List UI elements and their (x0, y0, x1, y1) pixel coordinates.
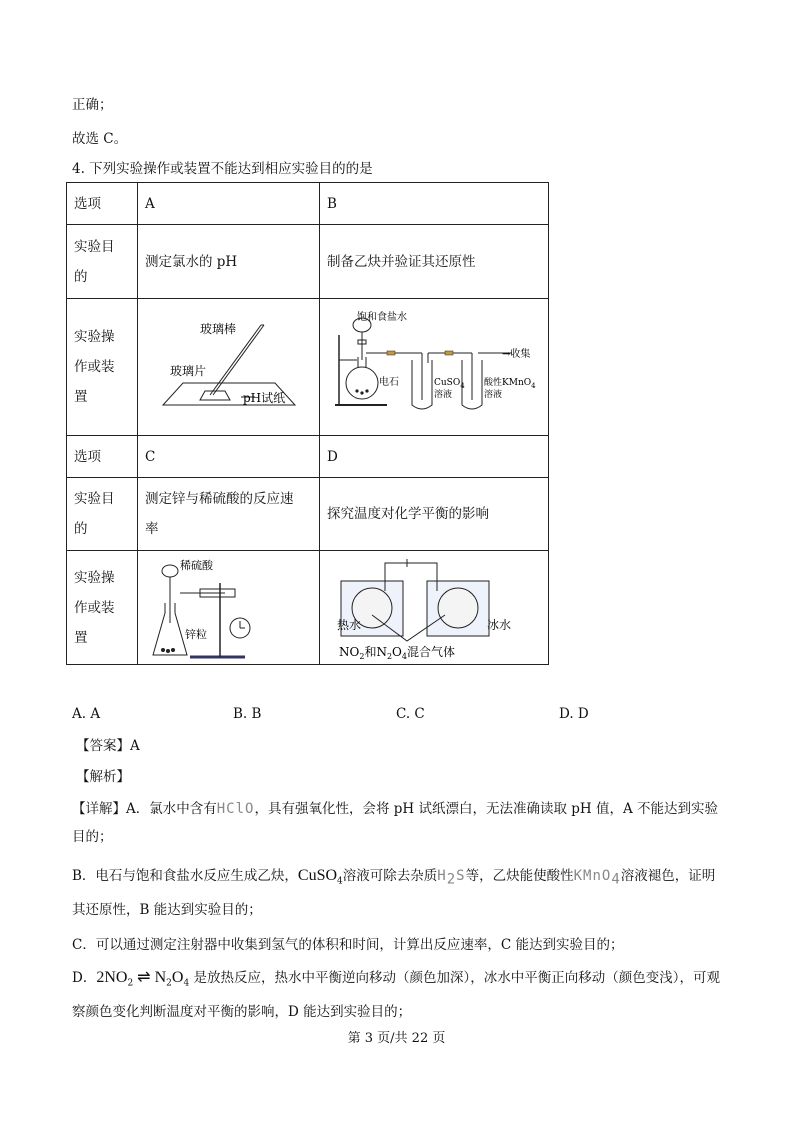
figure-b-acetylene-setup (327, 305, 539, 430)
label-zinc-granules: 锌粒 (185, 627, 207, 641)
purpose-d: 探究温度对化学平衡的影响 (320, 478, 549, 551)
analysis-title: 【解析】 (76, 769, 130, 785)
question-stem: 4. 下列实验操作或装置不能达到相应实验目的的是 (72, 161, 373, 177)
table-row (67, 436, 549, 478)
figure-d-cell (320, 551, 549, 665)
figure-d-equilibrium (327, 553, 539, 663)
option-key-a: A (138, 183, 320, 225)
experiment-table (66, 182, 549, 665)
page-footer: 第 3 页/共 22 页 (347, 1031, 446, 1046)
table-row (67, 225, 549, 299)
label-ice-water: 冰水 (487, 617, 512, 632)
label-cuso4-solution: CuSO$_4$ 溶液 (434, 377, 465, 400)
detail-c: C．可以通过测定注射器中收集到氢气的体积和时间，计算出反应速率，C 能达到实验目的； (72, 937, 624, 953)
row-label-option-2: 选项 (67, 436, 138, 478)
row-label-operation-2: 实验操作或装置 (67, 551, 138, 665)
option-a[interactable]: A. A (72, 706, 101, 722)
row-label-purpose: 实验目的 (67, 225, 138, 299)
table-row (67, 478, 549, 551)
prev-line-1: 正确； (72, 97, 113, 113)
answer-label: 【答案】A (76, 738, 140, 754)
table-row (67, 551, 549, 665)
purpose-a: 测定氯水的 pH (138, 225, 320, 299)
figure-c-zinc-rate (145, 553, 305, 663)
label-hot-water: 热水 (337, 617, 362, 632)
label-glass-slide: 玻璃片 (170, 363, 207, 378)
figure-a-cell (138, 299, 320, 436)
table-row (67, 299, 549, 436)
detail-a: 【详解】A．氯水中含有HClO，具有强氧化性，会将 pH 试纸漂白，无法准确读取 pH 值，A 不能达到实验目的； (72, 801, 719, 845)
option-key-d: D (320, 436, 549, 478)
detail-d: D．$2NO_2$ ⇌ $N_2O_4$ 是放热反应，热水中平衡逆向移动（颜色加深），冰水中平衡正向移动（颜色变浅），可观察颜色变化判断温度对平衡的影响，D 能达到实验目的； (72, 969, 720, 1020)
label-dilute-sulfuric-acid: 稀硫酸 (180, 558, 213, 572)
figure-b-cell (320, 299, 549, 436)
label-collect: →收集 (502, 348, 531, 360)
label-gas-mixture: $NO_2$和$N_2O_4$混合气体 (339, 644, 455, 661)
label-calcium-carbide: 电石 (379, 376, 399, 388)
purpose-c: 测定锌与稀硫酸的反应速率 (138, 478, 320, 551)
figure-c-cell (138, 551, 320, 665)
option-b[interactable]: B. B (233, 706, 262, 722)
label-glass-rod: 玻璃棒 (200, 321, 237, 336)
prev-line-2: 故选 C。 (72, 131, 128, 147)
detail-b: B．电石与饱和食盐水反应生成乙炔，CuSO$_4$溶液可除去杂质$H_2S$等，乙炔能使酸性KMnO$_4$溶液褪色，证明其还原性，B 能达到实验目的； (72, 867, 716, 918)
option-c[interactable]: C. C (396, 706, 425, 722)
option-key-c: C (138, 436, 320, 478)
option-d[interactable]: D. D (559, 706, 589, 722)
row-label-operation: 实验操作或装置 (67, 299, 138, 436)
purpose-b: 制备乙炔并验证其还原性 (320, 225, 549, 299)
label-kmno4-solution: 酸性KMnO$_4$ 溶液 (484, 377, 536, 400)
table-row (67, 183, 549, 225)
row-label-purpose-2: 实验目的 (67, 478, 138, 551)
option-key-b: B (320, 183, 549, 225)
label-ph-paper: pH试纸 (243, 390, 286, 405)
label-saturated-brine: 饱和食盐水 (357, 311, 407, 323)
row-label-option: 选项 (67, 183, 138, 225)
figure-a-ph-test (145, 305, 305, 430)
